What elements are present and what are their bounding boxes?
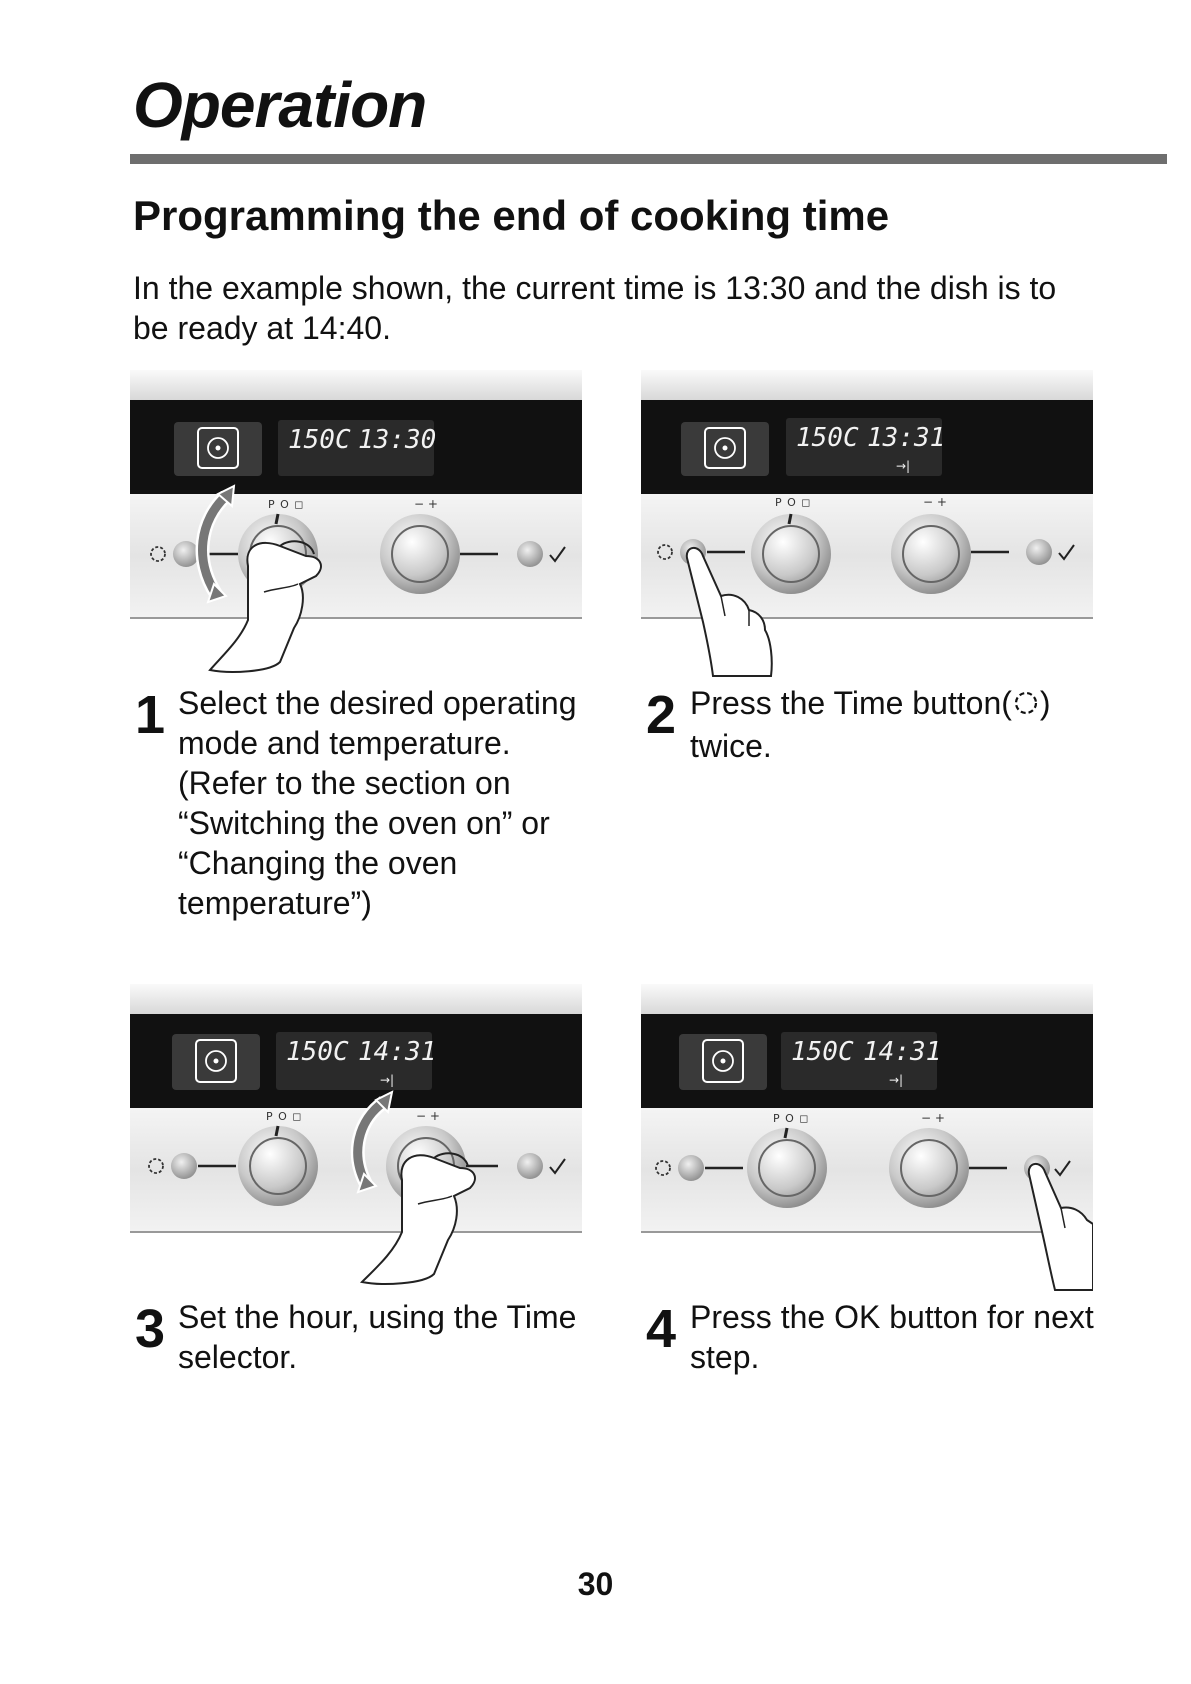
time-button <box>173 541 199 567</box>
intro-paragraph: In the example shown, the current time is 13:30 and the dish is to be ready at 14:40. <box>133 270 1057 346</box>
step-3-text: Set the hour, using the Time selector. <box>178 1299 577 1375</box>
display-time: 13:30 <box>358 425 437 455</box>
step-2-number: 2 <box>646 685 677 745</box>
step-1-number: 1 <box>135 685 166 745</box>
step-4-illustration <box>641 984 1093 1294</box>
display-temperature: 150C <box>796 423 859 453</box>
time-button <box>678 1155 704 1181</box>
time-dial-label: − + <box>921 1111 945 1125</box>
mode-button-icon <box>174 422 262 476</box>
mode-dial-label: P O ◻ <box>775 496 812 509</box>
time-dial-label: − + <box>414 497 438 511</box>
step-2-illustration <box>641 370 1093 680</box>
time-dial-label: − + <box>923 495 947 509</box>
step-2-text-after: ) twice. <box>690 685 1051 764</box>
step-2-text-before: Press the Time button( <box>690 685 1012 721</box>
end-time-indicator: →| <box>889 1073 904 1087</box>
display-temperature: 150C <box>791 1037 854 1067</box>
mode-dial-label: P O ◻ <box>266 1110 303 1123</box>
mode-dial-label: P O ◻ <box>773 1112 810 1125</box>
step-1-illustration <box>130 370 582 680</box>
display-time: 14:31 <box>358 1037 437 1067</box>
display-temperature: 150C <box>288 425 351 455</box>
end-time-indicator: →| <box>380 1073 395 1087</box>
page-number: 30 <box>577 1566 614 1602</box>
section-heading: Programming the end of cooking time <box>133 192 890 239</box>
page-title: Operation <box>133 69 427 141</box>
mode-button-icon <box>679 1034 767 1090</box>
display-time: 13:31 <box>867 423 946 453</box>
ok-button <box>1026 539 1052 565</box>
display-time: 14:31 <box>863 1037 942 1067</box>
end-time-indicator: →| <box>896 459 911 473</box>
mode-button-icon <box>172 1034 260 1090</box>
mode-dial-label: P O ◻ <box>268 498 305 511</box>
step-3-illustration <box>130 984 582 1294</box>
display-temperature: 150C <box>286 1037 349 1067</box>
ok-button <box>517 1153 543 1179</box>
step-3-number: 3 <box>135 1299 166 1359</box>
time-button <box>171 1153 197 1179</box>
step-1-text: Select the desired operating mode and temperature. (Refer to the section on “Switching the oven on” or “Changing the oven temperature”) <box>178 685 577 921</box>
title-divider <box>130 154 1167 164</box>
step-2-text <box>690 683 1100 766</box>
time-dial-label: − + <box>416 1109 440 1123</box>
mode-button-icon <box>681 422 769 476</box>
ok-button <box>517 541 543 567</box>
step-4-number: 4 <box>646 1299 677 1359</box>
step-4-text: Press the OK button for next step. <box>690 1299 1094 1375</box>
time-button-inline-icon <box>1012 686 1040 726</box>
